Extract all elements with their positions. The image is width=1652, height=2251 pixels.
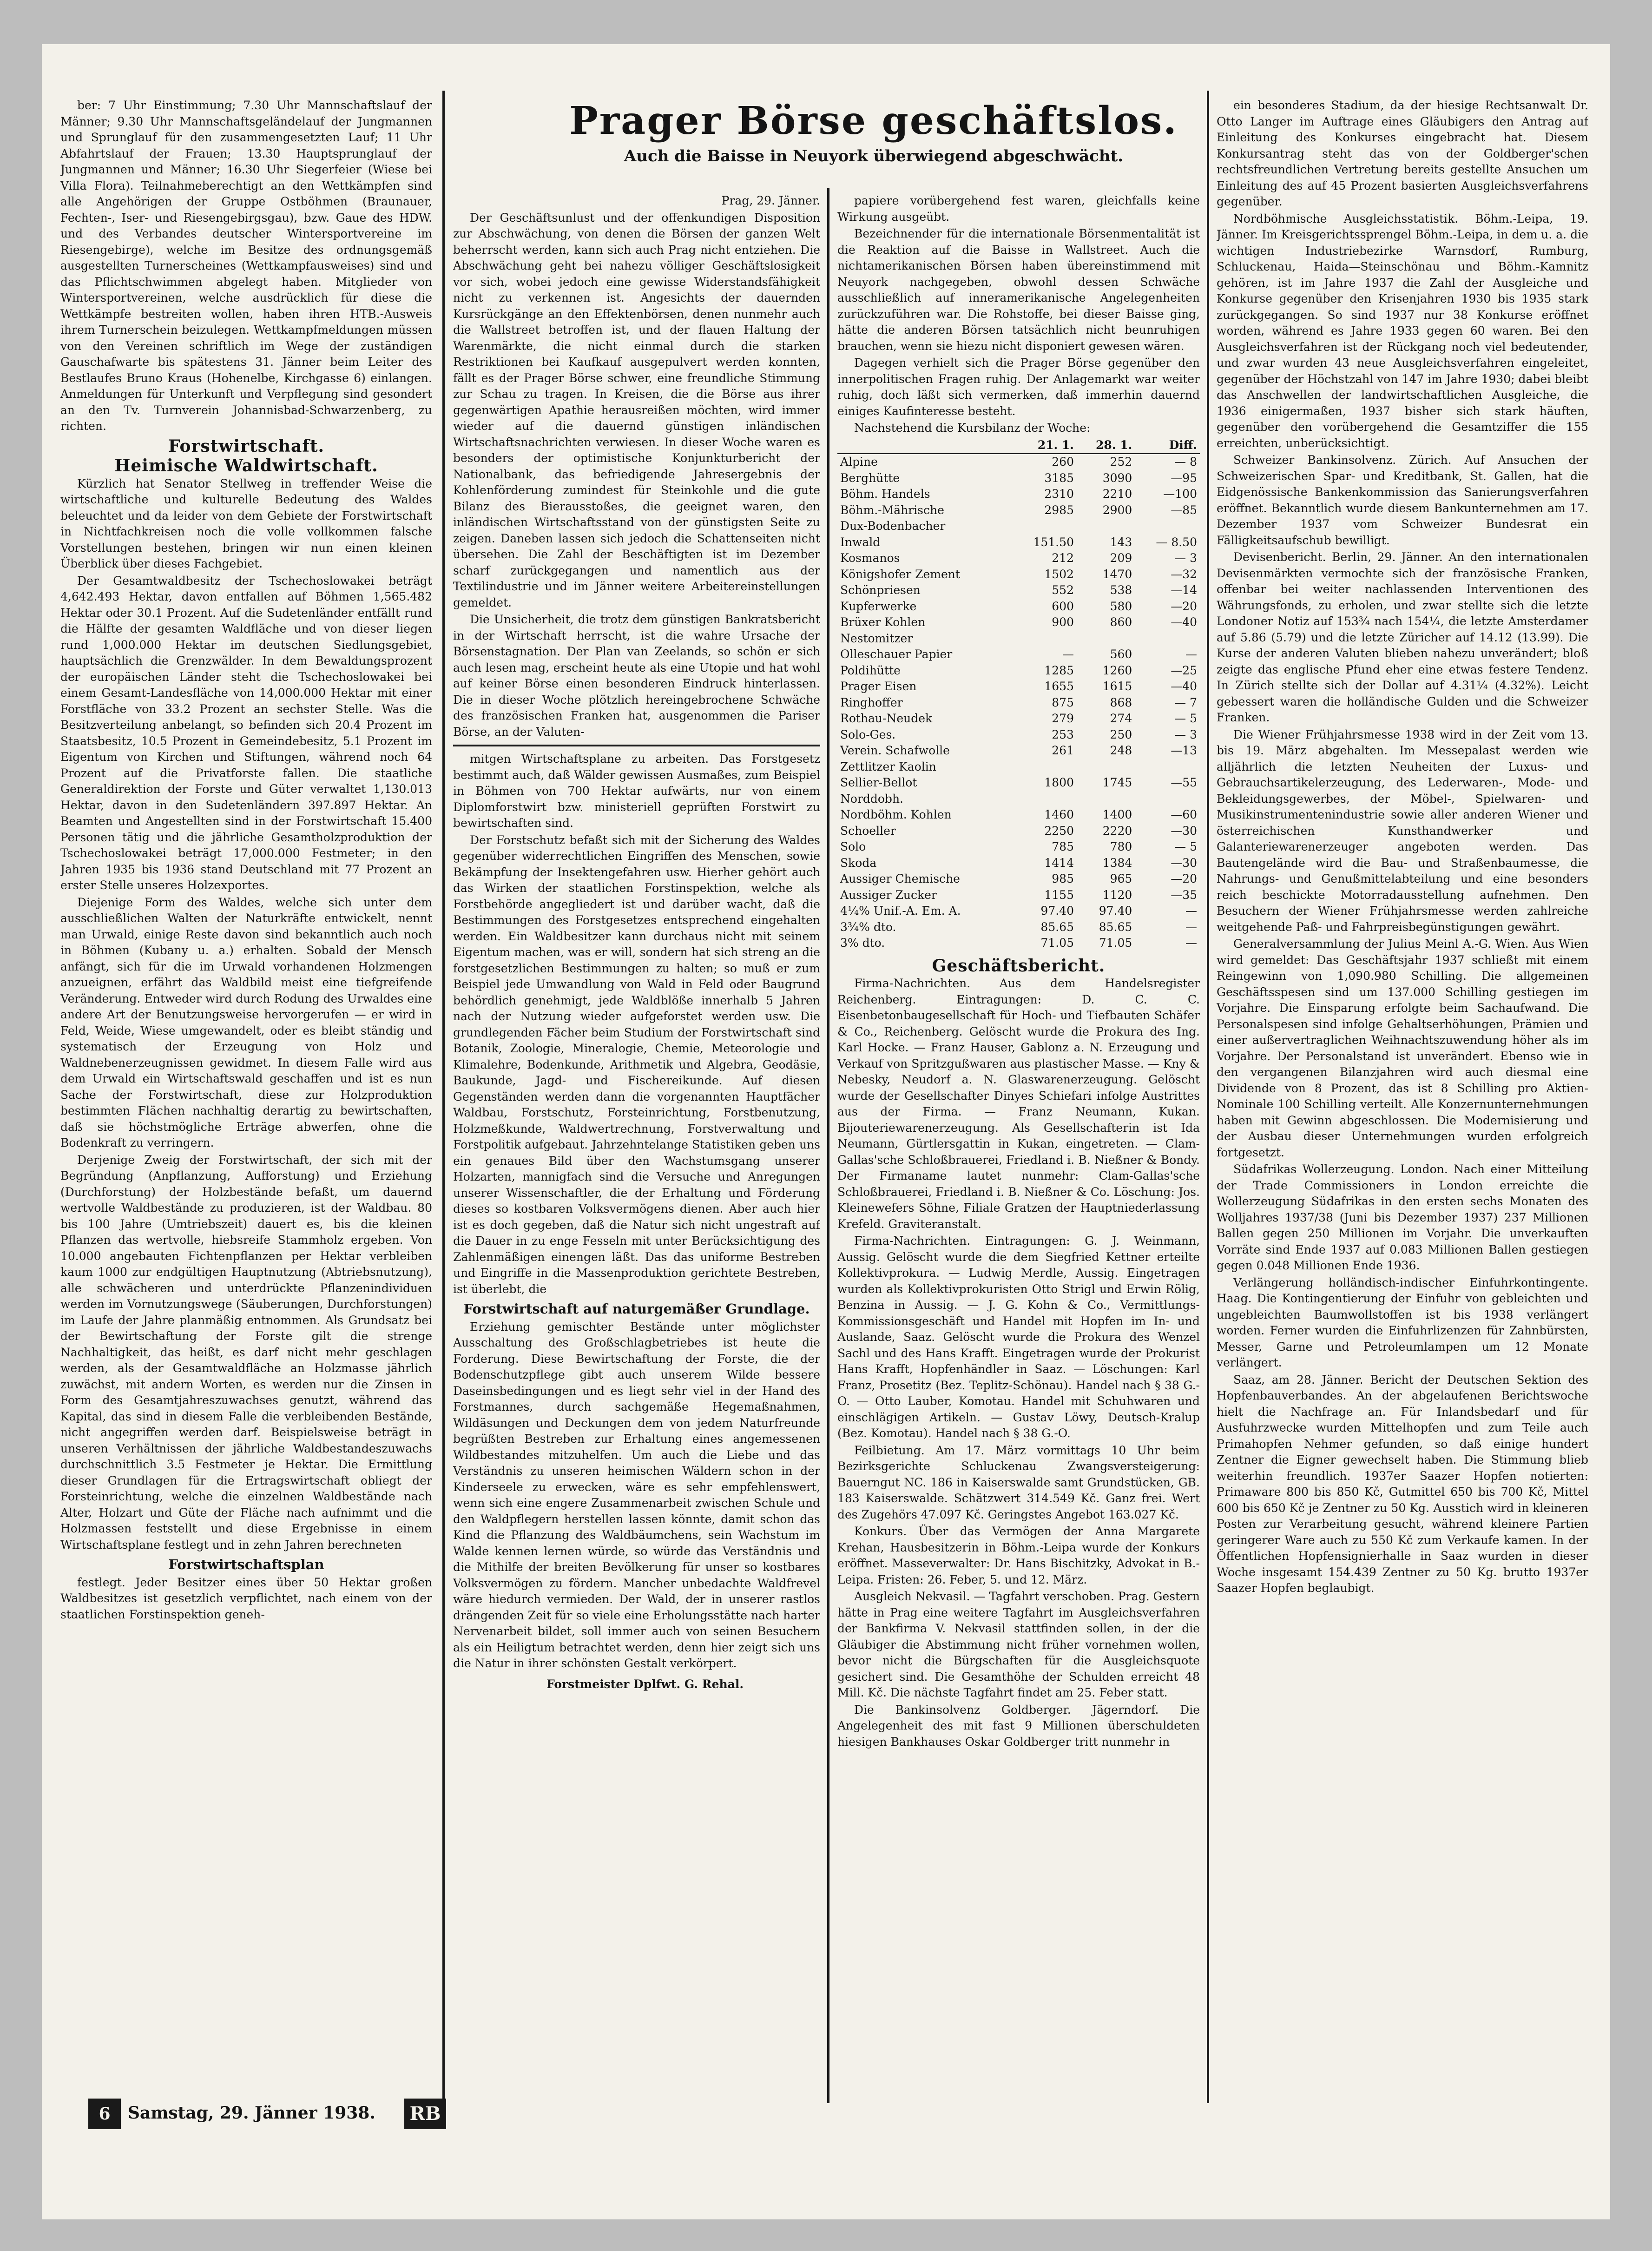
table-cell: 71.05 (1040, 936, 1074, 950)
article-paragraph: Generalversammlung der Julius Meinl A.-G. Wien. Aus Wien wird gemeldet: Das Geschäftsjahr 1937 schließt mit einem Reingewinn von 1,090.980 Schilling. Die allgemeinen Geschäftsspesen sind um 137.000 Schilling gestiegen im Vorjahre. Die Einsparung erfolgte beim Sachaufwand. Die Personalspesen sind infolge Gehaltserhöhungen, Prämien und einer außervertraglichen Weihnachtszuwendung höher als im Vorjahre. Der Personalstand ist unverändert. Ebenso wie in den vergangenen Bilanzjahren wird auch diesmal eine Dividende von 8 Prozent, das ist 8 Schilling pro Aktien-Nominale 100 Schilling verteilt. Alle Konzernunternehmungen haben mit Gewinn abgeschlossen. Die Modernisierung und der Ausbau dieser Unternehmungen wurden erfolgreich fortgesetzt. (1217, 937, 1588, 1159)
table-cell: 538 (1110, 583, 1132, 597)
column-1 (60, 98, 432, 2052)
table-cell: 2220 (1102, 824, 1132, 838)
article-subheading: Forstwirtschaftsplan (168, 1557, 324, 1572)
table-cell: 580 (1110, 599, 1132, 613)
table-row (837, 807, 1200, 823)
article-paragraph: Bezeichnender für die internationale Börsenmentalität ist die Reaktion auf die Baisse in Wallstreet. Auch die nichtamerikanischen Börsen haben übereinstimmend mit Neuyork nachgegeben, obwohl dessen Schwäche ausschließlich auf inneramerikanische Angelegenheiten zurückzuführen war. Die Rohstoffe, bei dieser Baisse ging, hätte die anderen Börsen tatsächlich nicht beunruhigen brauchen, wenn sie hiezu nicht disponiert gewesen wären. (837, 227, 1200, 353)
column-3 (837, 193, 1200, 2052)
page-footer (88, 2099, 497, 2131)
table-cell: 868 (1110, 695, 1132, 709)
column-divider (1207, 91, 1209, 2103)
table-cell: Norddobh. (840, 792, 903, 805)
table-row (837, 502, 1200, 519)
table-cell (1013, 759, 1077, 775)
article-paragraph: festlegt. Jeder Besitzer eines über 50 Hektar großen Waldbesitzes ist gesetzlich verpflichtet, nach einem von der staatlichen Forstinspektion geneh- (60, 1575, 432, 1621)
table-row (837, 454, 1200, 470)
table-cell: — (1185, 647, 1197, 661)
table-cell: 1745 (1102, 776, 1132, 789)
table-cell: —35 (1171, 888, 1197, 902)
table-row (837, 935, 1200, 951)
table-cell: —85 (1171, 503, 1197, 517)
table-cell: Brüxer Kohlen (840, 615, 926, 629)
table-cell: 1155 (1044, 888, 1074, 902)
dateline: Prag, 29. Jänner. (721, 194, 820, 207)
table-cell: 260 (1052, 455, 1074, 469)
article-paragraph: Diejenige Form des Waldes, welche sich unter dem ausschließlichen Walten der Naturkräfte entwickelt, nennt man Urwald, einige Reste davon sind bekanntlich auch noch in Böhmen (Kubany u. a.) erhalten. Sobald der Mensch anfängt, sich für die im Urwald vorhandenen Holzmengen anzueignen, erfährt das Waldbild meist eine tiefgreifende Veränderung. Entweder wird durch Rodung des Urwaldes eine andere Art der Benutzungsweise hervorgerufen — er wird in Feld, Weide, Wiese umgewandelt, oder es bleibt ständig und systematisch der Erzeugung von Holz und Waldnebenerzeugnissen gewidmet. In diesem Falle wird aus dem Urwald ein Wirtschaftswald geschaffen und ist es nun Sache der Forstwirtschaft, diese zur Holzproduktion bestimmten Flächen nachhaltig derartig zu bewirtschaften, daß sie höchstmögliche Erträge abwerfen, ohne die Bodenkraft zu verringern. (60, 895, 432, 1149)
table-cell: Aussiger Chemische (840, 872, 960, 885)
table-row (837, 599, 1200, 615)
article-paragraph: Derjenige Zweig der Forstwirtschaft, der sich mit der Begründung (Anpflanzung, Aufforstung) und Erziehung (Durchforstung) der Holzbestände befaßt, um dauernd wertvolle Waldbestände zu produzieren, ist der Waldbau. 80 bis 100 Jahre (Umtriebszeit) dauert es, bis die kleinen Pflanzen das wertvolle, hiebsreife Stammholz ergeben. Von 10.000 angebauten Fichtenpflanzen per Hektar verbleiben kaum 1000 zur endgültigen Hauptnutzung (Abtriebsnutzung), alle schwächeren und unterdrückte Pflanzenindividuen werden im Vornutzungswege (Säuberungen, Durchforstungen) im Laufe der Jahre planmäßig entnommen. Als Grundsatz bei der Bewirtschaftung der Forste gilt die strenge Nachhaltigkeit, das heißt, es darf nicht mehr geschlagen werden, als der Gesamtwaldfläche an Holzmasse jährlich zuwächst, mit andern Worten, es werden nur die Zinsen in Form des Gesamtjahreszuwachses genutzt, während das Kapital, das sind in diesem Falle die verbleibenden Bestände, nicht angegriffen werden darf. Beispielsweise beträgt in unseren Verhältnissen der jährliche Waldbestandeszuwachs durchschnittlich 3.5 Festmeter je Hektar. Die Ermittlung dieser Grundlagen für die Ertragswirtschaft obliegt der Forsteinrichtung, welche die einzelnen Waldbestände nach Alter, Holzart und Güte der Fläche nach aufnimmt und die Holzmassen feststellt und diese Ergebnisse in einem Wirtschaftsplane festlegt und in zehn Jahren berechneten (60, 1153, 432, 1551)
table-cell: 1400 (1102, 808, 1132, 821)
author-signature: Forstmeister Dplfwt. G. Rehal. (546, 1677, 744, 1691)
table-cell (1077, 631, 1135, 647)
table-cell: Kupferwerke (840, 599, 917, 613)
table-cell: 1470 (1102, 567, 1132, 581)
section-heading: Forstwirtschaft. (168, 436, 325, 456)
page-number: 6 (88, 2099, 121, 2129)
table-cell (1077, 759, 1135, 775)
article-paragraph: ber: 7 Uhr Einstimmung; 7.30 Uhr Mannschaftslauf der Männer; 9.30 Uhr Mannschaftsgeländelauf der Jungmannen und Sprunglauf für den zusammengesetzten Lauf; 11 Uhr Abfahrtslauf der Frauen; 13.30 Hauptsprunglauf der Jungmannen und Männer; 16.30 Uhr Siegerfeier (Wiese bei Villa Flora). Teilnahmeberechtigt an den Wettkämpfen sind alle Angehörigen der Gruppe Ostböhmen (Braunauer, Fechten-, Iser- und Riesengebirgsgau), bzw. Gaue des HDW. und des Verbandes deutscher Wintersportvereine im Riesengebirge), welche im Besitze des ordnungsgemäß ausgestellten Turnerscheines (Wettkampfausweises) sind und das Pflichtschwimmen abgelegt haben. Mitglieder von Wintersportvereinen, welche ausdrücklich für diese die Wettkämpfe bestreiten wollen, haben ihren HTB.-Ausweis ihrem Turnerschein beizulegen. Wettkampfmeldungen müssen von den Vereinen schriftlich im Wege der zuständigen Gauschafwarte bis spätestens 31. Jänner beim Leiter des Bestlaufes Bruno Kraus (Hohenelbe, Kirchgasse 6) einlangen. Anmeldungen für Unterkunft und Verpflegung sind gesondert an den Tv. Turnverein Johannisbad-Schwarzenberg, zu richten. (60, 99, 432, 433)
article-paragraph: Die Bankinsolvenz Goldberger. Jägerndorf. Die Angelegenheit des mit fast 9 Millionen überschuldeten hiesigen Bankhauses Oskar Goldberger tritt nunmehr in (837, 1703, 1200, 1749)
table-cell: 900 (1052, 615, 1074, 629)
table-row (837, 567, 1200, 583)
article-paragraph: Schweizer Bankinsolvenz. Zürich. Auf Ansuchen der Schweizerischen Spar- und Kreditbank, St. Gallen, hat die Eidgenössische Bankenkommission das Sanierungsverfahren eröffnet. Bekanntlich wurde diesem Bankunternehmen am 17. Dezember 1937 vom Schweizer Bundesrat ein Fälligkeitsaufschub bewilligt. (1217, 453, 1588, 547)
article-paragraph: Die Unsicherheit, die trotz dem günstigen Bankratsbericht in der Wirtschaft herrscht, ist die wahre Ursache der Börsenstagnation. Der Plan van Zeelands, so schön er sich auch lesen mag, erscheint heute als eine Utopie und hat wohl auf keiner Börse einen besonderen Eindruck hinterlassen. Die in dieser Woche plötzlich hereingebrochene Schwäche des französischen Franken hat, ausgenommen die Pariser Börse, an der Valuten- (453, 613, 820, 739)
table-row (837, 631, 1200, 647)
table-cell: Aussiger Zucker (840, 888, 937, 902)
article-paragraph: Feilbietung. Am 17. März vormittags 10 Uhr beim Bezirksgerichte Schluckenau Zwangsversteigerung: Bauerngut NC. 186 in Kaiserswalde samt Grundstücken, GB. 183 Kaiserswalde. Schätzwert 314.549 Kč. Ganz frei. Wert des Zugehörs 47.097 Kč. Geringstes Angebot 163.027 Kč. (837, 1443, 1200, 1521)
table-cell: 85.65 (1040, 920, 1074, 934)
issue-date: Samstag, 29. Jänner 1938. (128, 2103, 375, 2123)
table-cell: 560 (1110, 647, 1132, 661)
table-cell: 552 (1052, 583, 1074, 597)
article-subheading: Forstwirtschaft auf naturgemäßer Grundlage. (463, 1301, 810, 1317)
table-cell: 1502 (1044, 567, 1074, 581)
table-cell (1013, 791, 1077, 807)
table-cell: Berghütte (840, 471, 900, 485)
column-divider (442, 91, 445, 2099)
table-caption: Nachstehend die Kursbilanz der Woche: (854, 421, 1091, 435)
table-cell: — (1185, 904, 1197, 918)
table-row (837, 871, 1200, 887)
table-cell: 600 (1052, 599, 1074, 613)
price-table-body (837, 454, 1200, 951)
table-cell: — 7 (1174, 695, 1197, 709)
publisher-logo: RB (404, 2099, 446, 2129)
table-cell: 1120 (1102, 888, 1132, 902)
table-cell: Poldihütte (840, 663, 901, 677)
table-cell: Zettlitzer Kaolin (840, 759, 936, 773)
table-row (837, 887, 1200, 904)
table-cell: 212 (1052, 551, 1074, 565)
article-paragraph: Erziehung gemischter Bestände unter möglichster Ausschaltung des Großschlagbetriebes ist heute die Forderung. Diese Bewirtschaftung der Forste, die der Bodenschutzpflege gibt auch unserem Wilde bessere Daseinsbedingungen und es liegt sehr viel in der Hand des Forstmannes, durch sachgemäße Hegemaßnahmen, Wildäsungen und Deckungen dem von jedem Naturfreunde begrüßten Bestreben zur Erhaltung eines angemessenen Wildbestandes mitzuhelfen. Um auch die Liebe und das Verständnis zu unseren heimischen Wäldern schon in der Kinderseele zu erwecken, wäre es sehr empfehlenswert, wenn sich eine engere Zusammenarbeit zwischen Schule und den Waldpflegern herstellen lassen könnte, damit schon das Kind die Pflanzung des Waldbäumchens, sein Wachstum im Walde kennen lernen würde, so würde das Verständnis und die Mithilfe der breiten Bevölkerung für unser so kostbares Volksvermögen zu fördern. Mancher unbedachte Waldfrevel wäre hiedurch vermieden. Der Wald, der in unserer rastlos drängenden Zeit für so viele eine Erholungsstätte nach harter Nervenarbeit bildet, soll immer auch von seinen Besuchern als ein Heiligtum betrachtet werden, denn hier zeigt sich uns die Natur in ihrer schönsten Gestalt verkörpert. (453, 1320, 820, 1670)
table-row (837, 535, 1200, 551)
table-row (837, 582, 1200, 599)
table-cell: 1655 (1044, 680, 1074, 693)
table-row (837, 695, 1200, 711)
table-cell: 151.50 (1033, 535, 1074, 549)
table-row (837, 470, 1200, 487)
table-cell: —32 (1171, 567, 1197, 581)
table-cell: 985 (1052, 872, 1074, 885)
article-paragraph: Konkurs. Über das Vermögen der Anna Margarete Krehan, Hausbesitzerin in Böhm.-Leipa wurde der Konkurs eröffnet. Masseverwalter: Dr. Hans Bischitzky, Advokat in B.-Leipa. Fristen: 26. Feber, 5. und 12. März. (837, 1525, 1200, 1586)
article-paragraph: Ausgleich Nekvasil. — Tagfahrt verschoben. Prag. Gestern hätte in Prag eine weitere Tagfahrt im Ausgleichsverfahren der Bankfirma V. Nekvasil stattfinden sollen, in der die Gläubiger die Abstimmung nicht früher vornehmen wollen, bevor nicht die Bürgschaften für die Ausgleichsquote gesichert sind. Die Gesamthöhe der Schulden erreicht 48 Mill. Kč. Die nächste Tagfahrt findet am 25. Feber statt. (837, 1590, 1200, 1699)
table-cell: Sellier-Bellot (840, 776, 917, 789)
article-paragraph: Der Forstschutz befaßt sich mit der Sicherung des Waldes gegenüber widerrechtlichen Eingriffen des Menschen, sowie Bekämpfung der Insektengefahren usw. Hierher gehört auch das Wirken der staatlichen Forstinspektion, welche als Forstbehörde angegliedert ist und darüber wacht, daß die Bestimmungen des Forstgesetzes entsprechend eingehalten werden. Ein Waldbesitzer kann durchaus nicht mit seinem Eigentum machen, was er will, sondern hat sich streng an die forstgesetzlichen Bestimmungen zu halten; so muß er zum Beispiel jede Umwandlung von Wald in Feld oder Baugrund behördlich genehmigt, jede Waldblöße innerhalb 5 Jahren nach der Nutzung wieder aufgeforstet werden usw. Die grundlegenden Fächer beim Studium der Forstwirtschaft sind Botanik, Zoologie, Mineralogie, Chemie, Meteorologie und Klimalehre, Bodenkunde, Arithmetik und Algebra, Geodäsie, Baukunde, Jagd- und Fischereikunde. Auf diesen Gegenständen werden dann die vorgenannten Hauptfächer Waldbau, Forstschutz, Forsteinrichtung, Forstbenutzung, Holzmeßkunde, Waldwertrechnung, Forstverwaltung und Forstpolitik aufgebaut. Jahrzehntelange Statistiken geben uns ein genaues Bild über den Wachstumsgang unserer Holzarten, mannigfach sind die Versuche und Anregungen unserer Wissenschaftler, die der Erhaltung und Förderung dieses so kostbaren Volksvermögens dienen. Aber auch hier ist es doch gegeben, daß die Natur sich nicht ungestraft auf die Dauer in zu enge Fesseln mit unter Berücksichtigung des Zahlenmäßigen einengen läßt. Das das uniforme Bestreben und Eingriffe in die Massenproduktion gerichtete Bestreben, ist überlebt, die (453, 833, 820, 1296)
table-row (837, 823, 1200, 839)
table-cell: 85.65 (1099, 920, 1132, 934)
table-cell: — 3 (1174, 551, 1197, 565)
table-cell: — 8.50 (1156, 535, 1197, 549)
table-row (837, 791, 1200, 807)
article-paragraph: Dagegen verhielt sich die Prager Börse gegenüber den innerpolitischen Fragen ruhig. Der Anlagemarkt war weiter ruhig, doch läßt sich vermerken, daß immerhin dauernd einiges Kaufinteresse besteht. (837, 356, 1200, 418)
table-cell: 3¾% dto. (840, 920, 896, 934)
table-cell: 1285 (1044, 663, 1074, 677)
table-cell: — (1062, 647, 1074, 661)
article-paragraph: papiere vorübergehend fest waren, gleichfalls keine Wirkung ausgeübt. (837, 194, 1200, 224)
headline: Prager Börse geschäftslos. (569, 99, 1178, 143)
table-header-row (837, 437, 1200, 454)
table-cell: 253 (1052, 727, 1074, 741)
table-cell: —55 (1171, 776, 1197, 789)
table-cell: 965 (1110, 872, 1132, 885)
newspaper-page (42, 44, 1610, 2219)
table-cell: —20 (1171, 872, 1197, 885)
article-paragraph: Firma-Nachrichten. Aus dem Handelsregister Reichenberg. Eintragungen: D. C. C. Eisenbetonbaugesellschaft für Hoch- und Tiefbauten Schäfer & Co., Reichenberg. Gelöscht wurde die Prokura des Ing. Karl Hocke. — Franz Hauser, Gablonz a. N. Erzeugung und Verkauf von Spritzgußwaren aus plastischer Masse. — Kny & Nebesky, Neudorf a. N. Glaswarenerzeugung. Gelöscht wurde der Gesellschafter Dinyes Schiefari infolge Austrittes aus der Firma. — Franz Neumann, Kukan. Bijouteriewarenerzeugung. Als Gesellschafterin ist Ida Neumann, Gürtlersgattin in Kukan, eingetreten. — Clam-Gallas'sche Schloßbrauerei, Friedland i. B. Nießner & Bondy. Der Firmaname lautet nunmehr: Clam-Gallas'sche Schloßbrauerei, Friedland i. B. Nießner & Co. Löschung: Jos. Kleinewefers Söhne, Filiale Gratzen der Hauptniederlassung Krefeld. Graviteranstalt. (837, 977, 1200, 1231)
table-cell: 97.40 (1040, 904, 1074, 918)
table-cell: Nordböhm. Kohlen (840, 808, 952, 821)
column-4 (1217, 98, 1588, 2064)
table-cell: Nestomitzer (840, 631, 913, 645)
table-cell: 2310 (1044, 487, 1074, 501)
table-header: 21. 1. (1013, 437, 1077, 454)
table-cell: —40 (1171, 615, 1197, 629)
article-paragraph: ein besonderes Stadium, da der hiesige Rechtsanwalt Dr. Otto Langer im Auftrage eines Gläubigers den Antrag auf Einleitung des Konkurses eingebracht hat. Diesem Konkursantrag steht das von der Goldberger'schen rechtsfreundlichen Vertretung bereits gestellte Ansuchen um Einleitung des auf 45 Prozent basierten Ausgleichsverfahrens gegenüber. (1217, 99, 1588, 208)
table-cell: Skoda (840, 856, 877, 870)
article-paragraph: mitgen Wirtschaftsplane zu arbeiten. Das Forstgesetz bestimmt auch, daß Wälder gewissen Ausmaßes, zum Beispiel in Böhmen von 700 Hektar aufwärts, nur von einem Diplomforstwirt bzw. ministeriell geprüften Forstwirt zu bewirtschaften sind. (453, 752, 820, 830)
table-cell: 785 (1052, 840, 1074, 853)
subheadline: Auch die Baisse in Neuyork überwiegend abgeschwächt. (624, 147, 1124, 165)
table-cell: 1384 (1102, 856, 1132, 870)
table-row (837, 759, 1200, 775)
article-paragraph: Saaz, am 28. Jänner. Bericht der Deutschen Sektion des Hopfenbauverbandes. An der abgelaufenen Berichtswoche hielt die Nachfrage an. Für Inlandsbedarf und für Ausfuhrzwecke wurden Mittelhopfen und zum Teile auch Primahopfen Nehmer gefunden, so daß einige hundert Zentner die Eigner gewechselt haben. Die Stimmung blieb weiterhin freundlich. 1937er Saazer Hopfen notierten: Primaware 800 bis 850 Kč, Gutmittel 650 bis 700 Kč, Mittel 600 bis 650 Kč je Zentner zu 50 Kg. Ausstich wird in kleineren Posten zur Verarbeitung gesucht, während kleinere Partien geringerer Ware auch zu 550 Kč zum Verkaufe kamen. In der Öffentlichen Hopfensignierhalle in Saaz wurden in dieser Woche insgesamt 154.439 Zentner zu 50 Kg. brutto 1937er Saazer Hopfen beglaubigt. (1217, 1373, 1588, 1595)
table-cell: 2210 (1102, 487, 1132, 501)
table-cell: 71.05 (1099, 936, 1132, 950)
table-cell: 97.40 (1099, 904, 1132, 918)
table-cell: —14 (1171, 583, 1197, 597)
table-cell: 252 (1110, 455, 1132, 469)
article-paragraph: Südafrikas Wollerzeugung. London. Nach einer Mitteilung der Trade Commissioners in London erreichte die Wollerzeugung Südafrikas in den ersten sechs Monaten des Wolljahres 1937/38 (Juni bis Dezember 1937) 237 Millionen Ballen gegen 250 Millionen im Vorjahr. Die unverkauften Vorräte sind Ende 1937 auf 0.083 Millionen Ballen gestiegen gegen 0.048 Millionen Ende 1936. (1217, 1162, 1588, 1272)
table-cell: 1260 (1102, 663, 1132, 677)
table-cell: Böhm.-Mährische (840, 503, 944, 517)
table-cell: Dux-Bodenbacher (840, 519, 946, 533)
table-cell: 209 (1110, 551, 1132, 565)
table-cell: Kosmanos (840, 551, 900, 565)
column-2 (453, 193, 820, 2052)
table-row (837, 775, 1200, 791)
table-header: 28. 1. (1077, 437, 1135, 454)
table-cell (1135, 791, 1200, 807)
article-heading: Heimische Waldwirtschaft. (114, 456, 378, 475)
table-cell: 274 (1110, 712, 1132, 725)
table-cell: —20 (1171, 599, 1197, 613)
table-cell: 1800 (1044, 776, 1074, 789)
table-cell: 2900 (1102, 503, 1132, 517)
table-cell: 780 (1110, 840, 1132, 853)
table-cell: 1615 (1102, 680, 1132, 693)
table-row (837, 855, 1200, 871)
article-paragraph: Devisenbericht. Berlin, 29. Jänner. An den internationalen Devisenmärkten vermochte sich der französische Franken, offenbar bei weiter nachlassenden Interventionen des Währungsfonds, zu erholen, und zwar stellte sich die letzte Londoner Notiz auf 153¾ nach 154¼, die letzte Amsterdamer auf 5.86 (5.79) und die letzte Züricher auf 14.12 (13.99). Die Kurse der anderen Valuten blieben nahezu unverändert; bloß zeigte das englische Pfund eher eine etwas festere Tendenz. In Zürich stellte sich der Dollar auf 4.31¼ (4.32%). Leicht gebessert waren die holländische Gulden und die Schweizer Franken. (1217, 550, 1588, 724)
table-cell: Olleschauer Papier (840, 647, 953, 661)
table-cell: 860 (1110, 615, 1132, 629)
table-cell: —95 (1171, 471, 1197, 485)
table-row (837, 839, 1200, 855)
table-cell: —13 (1171, 744, 1197, 757)
price-table (837, 437, 1200, 951)
table-cell (1135, 518, 1200, 535)
table-cell: —100 (1163, 487, 1197, 501)
table-cell: 4¼% Unif.-A. Em. A. (840, 904, 961, 918)
table-cell (1013, 631, 1077, 647)
table-cell (1135, 759, 1200, 775)
article-paragraph: Der Geschäftsunlust und der offenkundigen Disposition zur Abschwächung, von denen die Börsen der ganzen Welt beherrscht werden, kann sich auch Prag nicht entziehen. Die Abschwächung geht bei nahezu völliger Geschäftslosigkeit vor sich, wobei jedoch eine gewisse Widerstandsfähigkeit nicht zu verkennen ist. Angesichts der dauernden Kursrückgänge an den Effektenbörsen, denen nunmehr auch die Wallstreet betroffen ist, und der flauen Haltung der Warenmärkte, die nicht einmal durch die starken Restriktionen bei Kaufkauf ausgepulvert werden konnten, fällt es der Prager Börse schwer, eine freundliche Stimmung zur Schau zu tragen. In Kreisen, die die Börse aus ihrer gegenwärtigen Apathie herausreißen möchten, wird immer wieder auf die dauernd günstigen inländischen Wirtschaftsnachrichten verwiesen. In dieser Woche waren es besonders der optimistische Konjunkturbericht der Nationalbank, das befriedigende Jahresergebnis der Kohlenförderung zumindest für Steinkohle und die gute Bilanz des Bierausstoßes, die geeignet waren, den inländischen Wirtschaftsstand von der günstigsten Seite zu zeigen. Daneben lassen sich jedoch die Schattenseiten nicht übersehen. Die Zahl der Beschäftigten ist im Dezember scharf zurückgegangen und namentlich aus der Textilindustrie und im Jänner weitere Arbeitereinstellungen gemeldet. (453, 211, 820, 609)
table-row (837, 663, 1200, 679)
column-divider (827, 188, 829, 2103)
table-cell: Schönpriesen (840, 583, 921, 597)
table-row (837, 711, 1200, 727)
article-paragraph: Nordböhmische Ausgleichsstatistik. Böhm.-Leipa, 19. Jänner. Im Kreisgerichtssprengel Böhm.-Leipa, in dem u. a. die wichtigen Industriebezirke Warnsdorf, Rumburg, Schluckenau, Haida—Steinschönau und Böhm.-Kamnitz gehören, ist im Jahre 1937 die Zahl der Ausgleiche und Konkurse gegenüber den Krisenjahren 1930 bis 1935 stark zurückgegangen. So sind 1937 nur 38 Konkurse eröffnet worden, während es Jahre 1933 gegen 60 waren. Bei den Ausgleichsverfahren ist der Rückgang noch viel bedeutender, und zwar wurden 43 neue Ausgleichsverfahren eingeleitet, gegenüber der Höchstzahl von 147 im Jahre 1930; dabei bleibt das Anschwellen der landwirtschaftlichen Ausgleiche, die 1936 einigermaßen, 1937 bisher sich stark häuften, gegenüber den vorübergehend die Gesamtziffer die 155 erreichten, unberücksichtigt. (1217, 211, 1588, 450)
article-paragraph: Verlängerung holländisch-indischer Einfuhrkontingente. Haag. Die Kontingentierung der Einfuhr von gebleichten und ungebleichten Baumwollstoffen ist bis 1938 verlängert worden. Ferner wurden die Einfuhrlizenzen für Zahnbürsten, Messer, Garne und Petroleumlampen um 12 Monate verlängert. (1217, 1275, 1588, 1369)
table-cell (1077, 518, 1135, 535)
table-cell: — (1185, 920, 1197, 934)
table-row (837, 903, 1200, 919)
table-cell: — 8 (1174, 455, 1197, 469)
table-cell: Böhm. Handels (840, 487, 930, 501)
table-row (837, 743, 1200, 759)
table-cell: Inwald (840, 535, 881, 549)
table-cell (1013, 518, 1077, 535)
table-row (837, 647, 1200, 663)
table-cell (1135, 631, 1200, 647)
table-cell: Verein. Schafwolle (840, 744, 950, 757)
table-header (837, 437, 1013, 454)
table-cell: Alpine (840, 455, 878, 469)
table-cell: Rothau-Neudek (840, 712, 933, 725)
table-cell: Schoeller (840, 824, 896, 838)
table-row (837, 486, 1200, 502)
table-cell: 248 (1110, 744, 1132, 757)
article-paragraph: Kürzlich hat Senator Stellweg in treffender Weise die wirtschaftliche und kulturelle Bedeutung des Waldes beleuchtet und da leider von dem Gebiete der Forstwirtschaft in Nichtfachkreisen noch die volle vollkommen falsche Vorstellungen bestehen, bringen wir nun einen kleinen Überblick über dieses Fachgebiet. (60, 476, 432, 570)
table-cell: —40 (1171, 680, 1197, 693)
table-cell: Solo (840, 840, 866, 853)
article-paragraph: Firma-Nachrichten. Eintragungen: G. J. Weinmann, Aussig. Gelöscht wurde die dem Siegfried Kettner erteilte Kollektivprokura. — Ludwig Merdle, Aussig. Eingetragen wurden als Kollektivprokuristen Otto Strigl und Erwin Rölig, Benzina in Aussig. — J. G. Kohn & Co., Vermittlungs-Kommissionsgeschäft und Handel mit Hopfen im In- und Auslande, Saaz. Gelöscht wurde die Prokura des Wenzel Sachl und des Hans Krafft. Eingetragen wurde der Prokurist Hans Krafft, Hopfenhändler in Saaz. — Löschungen: Karl Franz, Prosetitz (Bez. Teplitz-Schönau). Handel nach § 38 G.-O. — Otto Lauber, Komotau. Handel mit Schuhwaren und einschlägigen Artikeln. — Gustav Löwy, Deutsch-Kralup (Bez. Komotau). Handel nach § 38 G.-O. (837, 1234, 1200, 1440)
article-separator (453, 741, 820, 746)
table-header: Diff. (1135, 437, 1200, 454)
table-cell: 279 (1052, 712, 1074, 725)
table-row (837, 727, 1200, 743)
article-paragraph: Die Wiener Frühjahrsmesse 1938 wird in der Zeit vom 13. bis 19. März abgehalten. Im Messepalast werden wie alljährlich die letzten Neuheiten der Luxus- und Gebrauchsartikelerzeugung, des Lederwaren-, Mode- und Bekleidungsgewerbes, der Möbel-, Spielwaren- und Musikinstrumentenindustrie sowie aller anderen Wiener und österreichischen Kunsthandwerker und Galanteriewarenerzeuger angeboten werden. Das Bautengelände wird die Bau- und Straßenbaumesse, die Nahrungs- und Genußmittelabteilung und eine besonders reich beschickte Motorradausstellung aufnehmen. Den Besuchern der Wiener Frühjahrsmesse werden zahlreiche weitgehende Paß- und Fahrpreisbegünstigungen gewährt. (1217, 727, 1588, 934)
table-cell: — 5 (1174, 840, 1197, 853)
table-cell: 143 (1110, 535, 1132, 549)
table-cell: Prager Eisen (840, 680, 917, 693)
table-cell: 875 (1052, 695, 1074, 709)
table-row (837, 919, 1200, 936)
table-cell: 250 (1110, 727, 1132, 741)
table-cell: — (1185, 936, 1197, 950)
table-row (837, 614, 1200, 631)
table-cell: Königshofer Zement (840, 567, 960, 581)
table-cell: 1460 (1044, 808, 1074, 821)
table-cell: 3090 (1102, 471, 1132, 485)
table-cell: 3% dto. (840, 936, 885, 950)
table-row (837, 518, 1200, 535)
table-cell: Ringhoffer (840, 695, 903, 709)
table-cell: Solo-Ges. (840, 727, 896, 741)
table-row (837, 679, 1200, 695)
article-paragraph: Der Gesamtwaldbesitz der Tschechoslowakei beträgt 4,642.493 Hektar, davon entfallen auf Böhmen 1,565.482 Hektar oder 30.1 Prozent. Auf die Sudetenländer entfällt rund die Hälfte der gesamten Waldfläche und von dieser liegen rund 1,000.000 Hektar im deutschen Siedlungsgebiet, hauptsächlich die Grenzwälder. In dem Bewaldungsprozent der europäischen Länder steht die Tschechoslowakei bei einem Gesamt-Landesfläche von 14,000.000 Hektar mit einer Forstfläche von 33.2 Prozent an sechster Stelle. Was die Besitzverteilung anbelangt, so befinden sich 20.4 Prozent im Staatsbesitz, 10.5 Prozent in Gemeindebesitz, 5.1 Prozent im Eigentum von Kirchen und Stiftungen, während noch 64 Prozent auf die Privatforste fallen. Die staatliche Generaldirektion der Forste und Güter verwaltet 1,130.013 Hektar, davon in den Sudetenländern 397.897 Hektar. An Beamten und Angestellten sind in der Forstwirtschaft 15.400 Personen tätig und die jährliche Gesamtholzproduktion der Tschechoslowakei beträgt 17,000.000 Festmeter; in den Jahren 1935 bis 1936 stand Deutschland mit 77 Prozent an erster Stelle unseres Holzexportes. (60, 574, 432, 892)
table-cell: 3185 (1044, 471, 1074, 485)
table-cell: — 5 (1174, 712, 1197, 725)
table-cell: — 3 (1174, 727, 1197, 741)
table-cell: —60 (1171, 808, 1197, 821)
masthead (511, 98, 1236, 165)
table-row (837, 550, 1200, 567)
table-cell: 261 (1052, 744, 1074, 757)
table-cell: 1414 (1044, 856, 1074, 870)
table-cell: —30 (1171, 856, 1197, 870)
table-cell: —25 (1171, 663, 1197, 677)
table-cell (1077, 791, 1135, 807)
table-cell: —30 (1171, 824, 1197, 838)
table-cell: 2250 (1044, 824, 1074, 838)
table-cell: 2985 (1044, 503, 1074, 517)
section-heading: Geschäftsbericht. (932, 956, 1106, 976)
